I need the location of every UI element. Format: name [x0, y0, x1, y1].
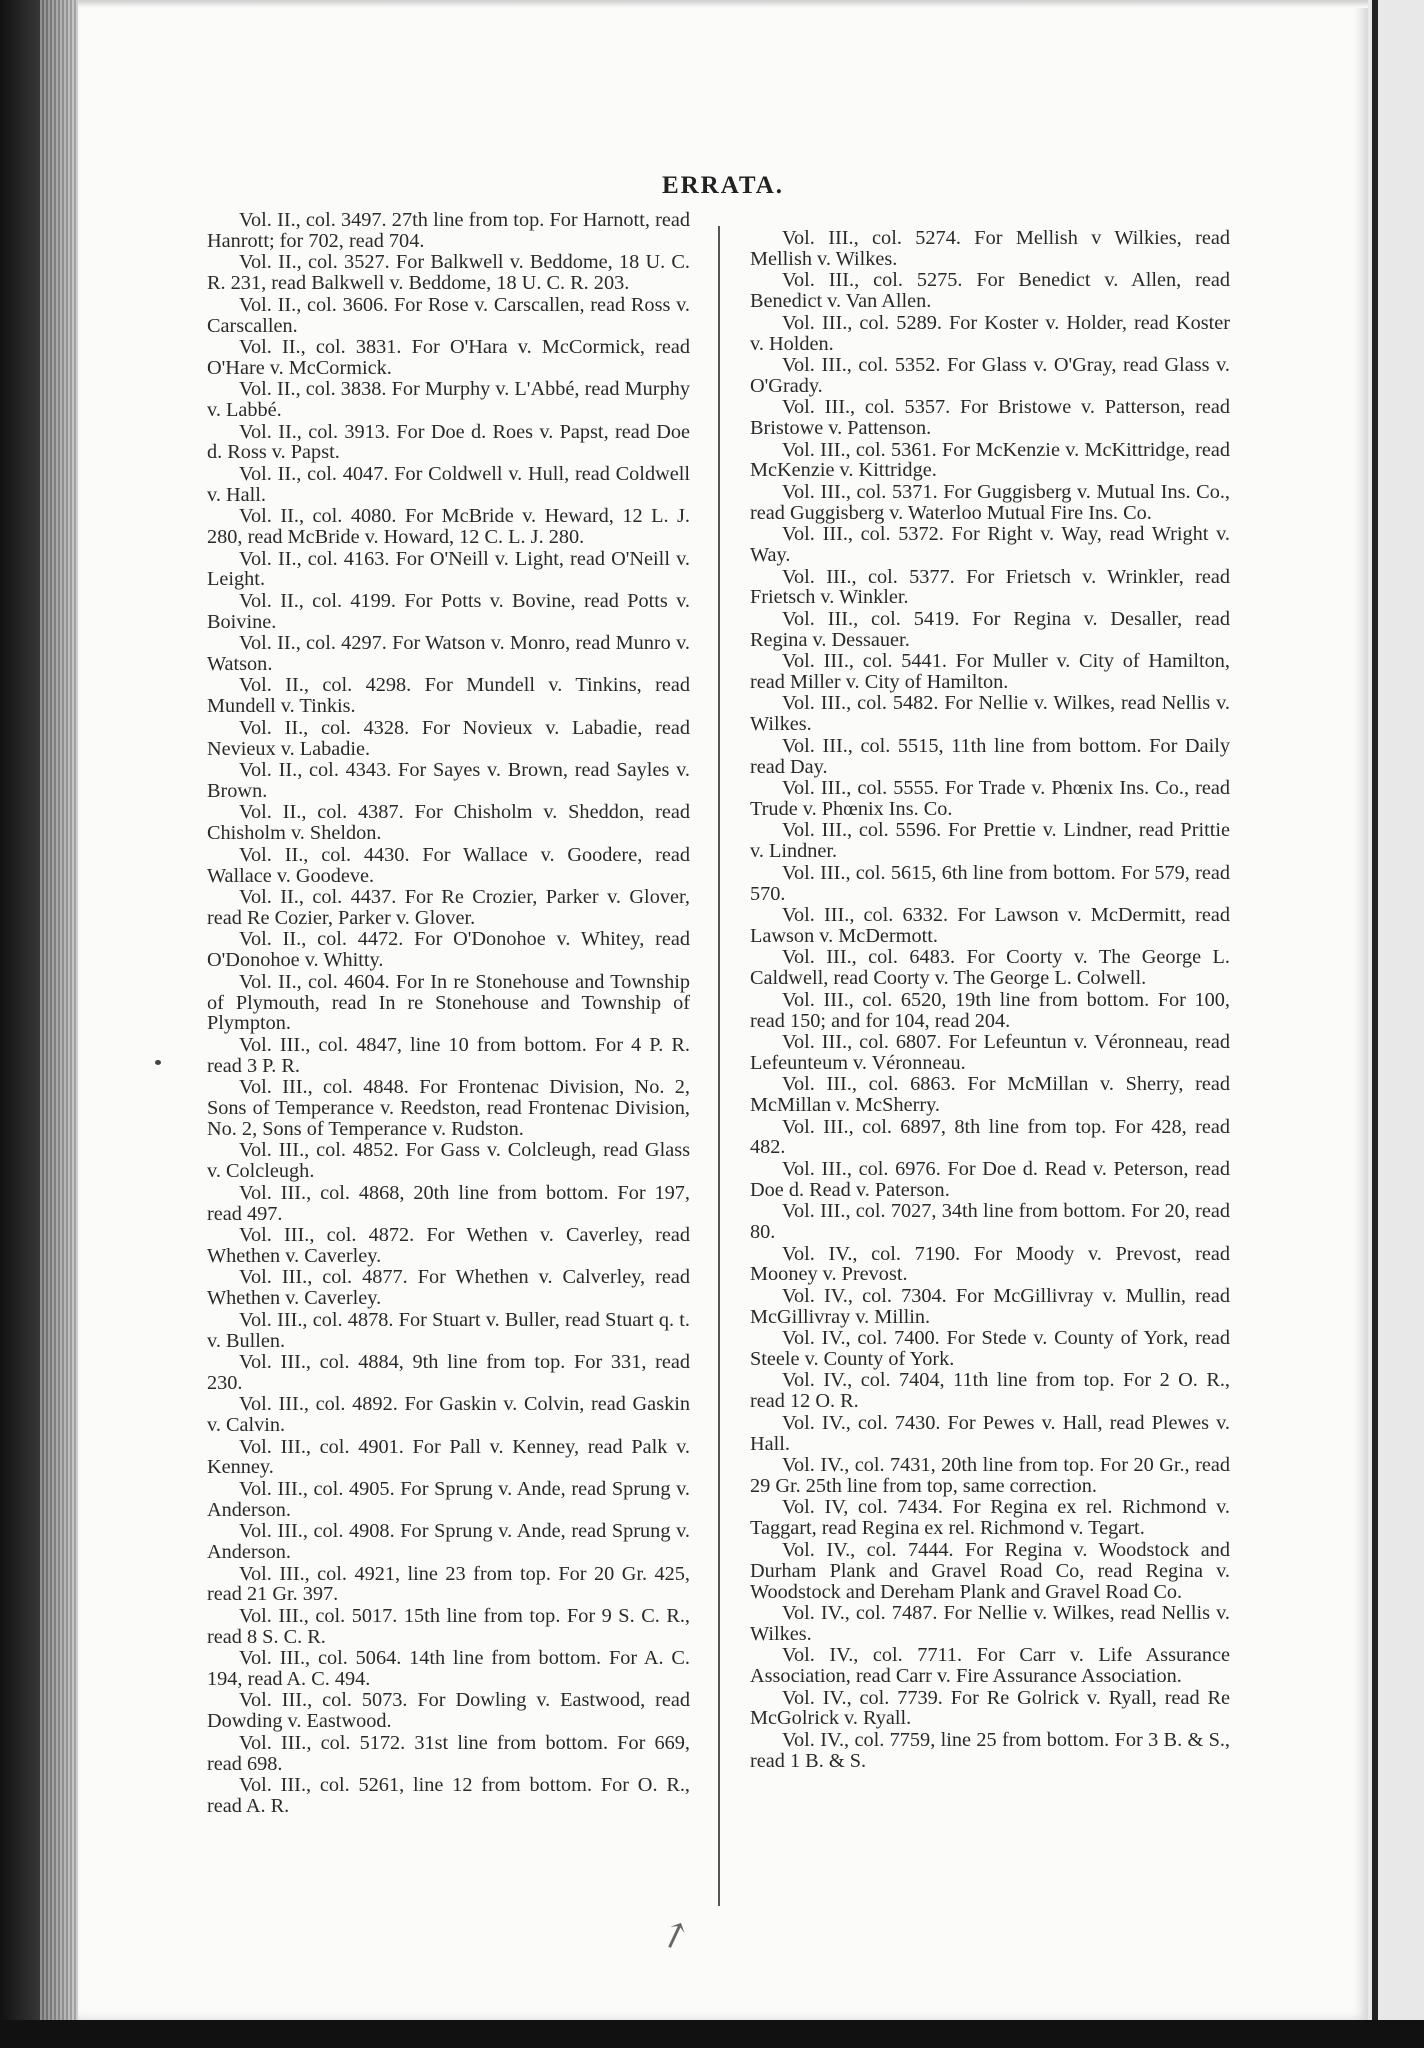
- errata-entry: Vol. III., col. 4892. For Gaskin v. Colvin, read Gaskin v. Calvin.: [207, 1393, 690, 1437]
- errata-entry: Vol. II., col. 3831. For O'Hara v. McCormick, read O'Hare v. McCormick.: [207, 335, 690, 379]
- errata-entry: Vol. II., col. 4080. For McBride v. Heward, 12 L. J. 280, read McBride v. Howard, 12 C. L. J. 280.: [207, 505, 690, 549]
- errata-entry: Vol. III., col. 5357. For Bristowe v. Patterson, read Bristowe v. Pattenson.: [750, 396, 1230, 440]
- errata-entry: Vol. III., col. 5352. For Glass v. O'Gray, read Glass v. O'Grady.: [750, 353, 1230, 397]
- pencil-mark: ↗: [653, 1911, 697, 1960]
- scan-right-edge: [1368, 0, 1424, 2048]
- errata-entry: Vol. III., col. 7027, 34th line from bottom. For 20, read 80.: [750, 1200, 1230, 1244]
- errata-entry: Vol. III., col. 5361. For McKenzie v. McKittridge, read McKenzie v. Kittridge.: [750, 438, 1230, 482]
- errata-entry: Vol. IV, col. 7434. For Regina ex rel. Richmond v. Taggart, read Regina ex rel. Richmond v. Tegart.: [750, 1496, 1230, 1540]
- errata-entry: Vol. II., col. 3497. 27th line from top. For Harnott, read Hanrott; for 702, read 704.: [207, 209, 690, 252]
- errata-entry: Vol. III., col. 4877. For Whethen v. Calverley, read Whethen v. Caverley.: [207, 1266, 690, 1310]
- errata-entry: Vol. III., col. 5596. For Prettie v. Lindner, read Prittie v. Lindner.: [750, 819, 1230, 863]
- errata-entry: Vol. IV., col. 7711. For Carr v. Life Assurance Association, read Carr v. Fire Assurance Association.: [750, 1644, 1230, 1688]
- errata-entry: Vol. III., col. 5515, 11th line from bottom. For Daily read Day.: [750, 734, 1230, 778]
- errata-entry: Vol. II., col. 3527. For Balkwell v. Beddome, 18 U. C. R. 231, read Balkwell v. Beddome, 18 U. C. R. 203.: [207, 251, 690, 295]
- errata-entry: Vol. III., col. 4878. For Stuart v. Buller, read Stuart q. t. v. Bullen.: [207, 1308, 690, 1352]
- errata-entry: Vol. III., col. 4901. For Pall v. Kenney, read Palk v. Kenney.: [207, 1435, 690, 1479]
- errata-entry: Vol. III., col. 5615, 6th line from bottom. For 579, read 570.: [750, 861, 1230, 905]
- errata-entry: Vol. II., col. 4343. For Sayes v. Brown, read Sayles v. Brown.: [207, 759, 690, 802]
- errata-entry: Vol. II., col. 4328. For Novieux v. Labadie, read Nevieux v. Labadie.: [207, 716, 690, 760]
- errata-entry: Vol. IV., col. 7431, 20th line from top. For 20 Gr., read 29 Gr. 25th line from top, same correction.: [750, 1454, 1230, 1497]
- errata-right-column: [750, 228, 1230, 1772]
- errata-entry: Vol. II., col. 4604. For In re Stonehouse and Township of Plymouth, read In re Stonehouse and Township of Plympton.: [207, 970, 690, 1035]
- errata-entry: Vol. III., col. 5372. For Right v. Way, read Wright v. Way.: [750, 523, 1230, 567]
- errata-entry: Vol. III., col. 6863. For McMillan v. Sherry, read McMillan v. McSherry.: [750, 1073, 1230, 1117]
- errata-entry: Vol. III., col. 6807. For Lefeuntun v. Véronneau, read Lefeunteum v. Véronneau.: [750, 1030, 1230, 1074]
- errata-entry: Vol. III., col. 5419. For Regina v. Desaller, read Regina v. Dessauer.: [750, 607, 1230, 651]
- page-title: ERRATA.: [661, 172, 785, 199]
- errata-entry: Vol. III., col. 5073. For Dowling v. Eastwood, read Dowding v. Eastwood.: [207, 1689, 690, 1733]
- errata-entry: Vol. III., col. 6332. For Lawson v. McDermitt, read Lawson v. McDermott.: [750, 904, 1230, 947]
- errata-entry: Vol. II., col. 4437. For Re Crozier, Parker v. Glover, read Re Cozier, Parker v. Glover.: [207, 886, 690, 929]
- errata-entry: Vol. III., col. 4852. For Gass v. Colcleugh, read Glass v. Colcleugh.: [207, 1139, 690, 1183]
- errata-entry: Vol. IV., col. 7190. For Moody v. Prevost, read Mooney v. Prevost.: [750, 1242, 1230, 1286]
- errata-entry: Vol. III., col. 6976. For Doe d. Read v. Peterson, read Doe d. Read v. Paterson.: [750, 1157, 1230, 1201]
- errata-left-column: [207, 210, 690, 1817]
- errata-entry: Vol. III., col. 4921, line 23 from top. For 20 Gr. 425, read 21 Gr. 397.: [207, 1562, 690, 1606]
- errata-entry: Vol. III., col. 5172. 31st line from bottom. For 669, read 698.: [207, 1731, 690, 1775]
- errata-entry: Vol. II., col. 4387. For Chisholm v. Sheddon, read Chisholm v. Sheldon.: [207, 801, 690, 845]
- errata-entry: Vol. III., col. 4905. For Sprung v. Ande, read Sprung v. Anderson.: [207, 1477, 690, 1521]
- speck: [155, 1060, 161, 1065]
- errata-entry: Vol. III., col. 5275. For Benedict v. Allen, read Benedict v. Van Allen.: [750, 269, 1230, 313]
- column-divider: [718, 226, 720, 1906]
- errata-entry: Vol. II., col. 4199. For Potts v. Bovine, read Potts v. Boivine.: [207, 589, 690, 633]
- errata-entry: Vol. III., col. 5377. For Frietsch v. Wrinkler, read Frietsch v. Winkler.: [750, 565, 1230, 609]
- errata-entry: Vol. III., col. 4848. For Frontenac Division, No. 2, Sons of Temperance v. Reedston, read Frontenac Division, No. 2, Sons of Temperance v. Rudston.: [207, 1076, 690, 1140]
- errata-entry: Vol. III., col. 6483. For Coorty v. The George L. Caldwell, read Coorty v. The George L. Colwell.: [750, 946, 1230, 990]
- errata-entry: Vol. II., col. 3838. For Murphy v. L'Abbé, read Murphy v. Labbé.: [207, 378, 690, 422]
- errata-entry: Vol. IV., col. 7487. For Nellie v. Wilkes, read Nellis v. Wilkes.: [750, 1601, 1230, 1645]
- errata-entry: Vol. II., col. 4298. For Mundell v. Tinkins, read Mundell v. Tinkis.: [207, 674, 690, 718]
- errata-entry: Vol. II., col. 4047. For Coldwell v. Hull, read Coldwell v. Hall.: [207, 462, 690, 506]
- errata-entry: Vol. III., col. 6520, 19th line from bottom. For 100, read 150; and for 104, read 204.: [750, 988, 1230, 1032]
- errata-entry: Vol. III., col. 4908. For Sprung v. Ande, read Sprung v. Anderson.: [207, 1520, 690, 1564]
- errata-entry: Vol. III., col. 5274. For Mellish v Wilkies, read Mellish v. Wilkes.: [750, 227, 1230, 270]
- errata-entry: Vol. II., col. 4430. For Wallace v. Goodere, read Wallace v. Goodeve.: [207, 843, 690, 887]
- errata-entry: Vol. III., col. 4847, line 10 from bottom. For 4 P. R. read 3 P. R.: [207, 1033, 690, 1077]
- errata-entry: Vol. IV., col. 7759, line 25 from bottom. For 3 B. & S., read 1 B. & S.: [750, 1728, 1230, 1772]
- errata-entry: Vol. IV., col. 7400. For Stede v. County of York, read Steele v. County of York.: [750, 1327, 1230, 1371]
- page-top-edge: [78, 0, 1368, 8]
- errata-entry: Vol. IV., col. 7304. For McGillivray v. Mullin, read McGillivray v. Millin.: [750, 1284, 1230, 1328]
- errata-entry: Vol. II., col. 4163. For O'Neill v. Light, read O'Neill v. Leight.: [207, 547, 690, 591]
- errata-entry: Vol. III., col. 5064. 14th line from bottom. For A. C. 194, read A. C. 494.: [207, 1647, 690, 1691]
- errata-entry: Vol. III., col. 5289. For Koster v. Holder, read Koster v. Holden.: [750, 311, 1230, 355]
- errata-entry: Vol. IV., col. 7444. For Regina v. Woodstock and Durham Plank and Gravel Road Co, read Regina v. Woodstock and Dereham Plank and Gravel Road Co.: [750, 1538, 1230, 1603]
- page-stack-edge: [40, 0, 78, 2048]
- errata-entry: Vol. III., col. 4868, 20th line from bottom. For 197, read 497.: [207, 1181, 690, 1225]
- errata-entry: Vol. II., col. 4297. For Watson v. Monro, read Munro v. Watson.: [207, 632, 690, 676]
- errata-entry: Vol. III., col. 5017. 15th line from top. For 9 S. C. R., read 8 S. C. R.: [207, 1604, 690, 1648]
- errata-entry: Vol. II., col. 3913. For Doe d. Roes v. Papst, read Doe d. Ross v. Papst.: [207, 420, 690, 464]
- scan-bottom-edge: [0, 2020, 1424, 2048]
- errata-entry: Vol. III., col. 6897, 8th line from top. For 428, read 482.: [750, 1115, 1230, 1159]
- errata-entry: Vol. III., col. 4884, 9th line from top. For 331, read 230.: [207, 1350, 690, 1394]
- errata-entry: Vol. III., col. 5441. For Muller v. City of Hamilton, read Miller v. City of Hamilton.: [750, 650, 1230, 694]
- page-edge-bar: [1372, 0, 1378, 2048]
- errata-entry: Vol. II., col. 4472. For O'Donohoe v. Whitey, read O'Donohoe v. Whitty.: [207, 928, 690, 972]
- errata-entry: Vol. IV., col. 7430. For Pewes v. Hall, read Plewes v. Hall.: [750, 1411, 1230, 1455]
- errata-entry: Vol. III., col. 5261, line 12 from bottom. For O. R., read A. R.: [207, 1774, 690, 1817]
- errata-entry: Vol. III., col. 5371. For Guggisberg v. Mutual Ins. Co., read Guggisberg v. Waterloo Mutual Fire Ins. Co.: [750, 480, 1230, 524]
- errata-entry: Vol. III., col. 4872. For Wethen v. Caverley, read Whethen v. Caverley.: [207, 1224, 690, 1267]
- errata-entry: Vol. IV., col. 7739. For Re Golrick v. Ryall, read Re McGolrick v. Ryall.: [750, 1686, 1230, 1730]
- errata-entry: Vol. III., col. 5555. For Trade v. Phœnix Ins. Co., read Trude v. Phœnix Ins. Co.: [750, 777, 1230, 820]
- errata-entry: Vol. III., col. 5482. For Nellie v. Wilkes, read Nellis v. Wilkes.: [750, 692, 1230, 736]
- errata-entry: Vol. II., col. 3606. For Rose v. Carscallen, read Ross v. Carscallen.: [207, 293, 690, 337]
- errata-entry: Vol. IV., col. 7404, 11th line from top. For 2 O. R., read 12 O. R.: [750, 1369, 1230, 1413]
